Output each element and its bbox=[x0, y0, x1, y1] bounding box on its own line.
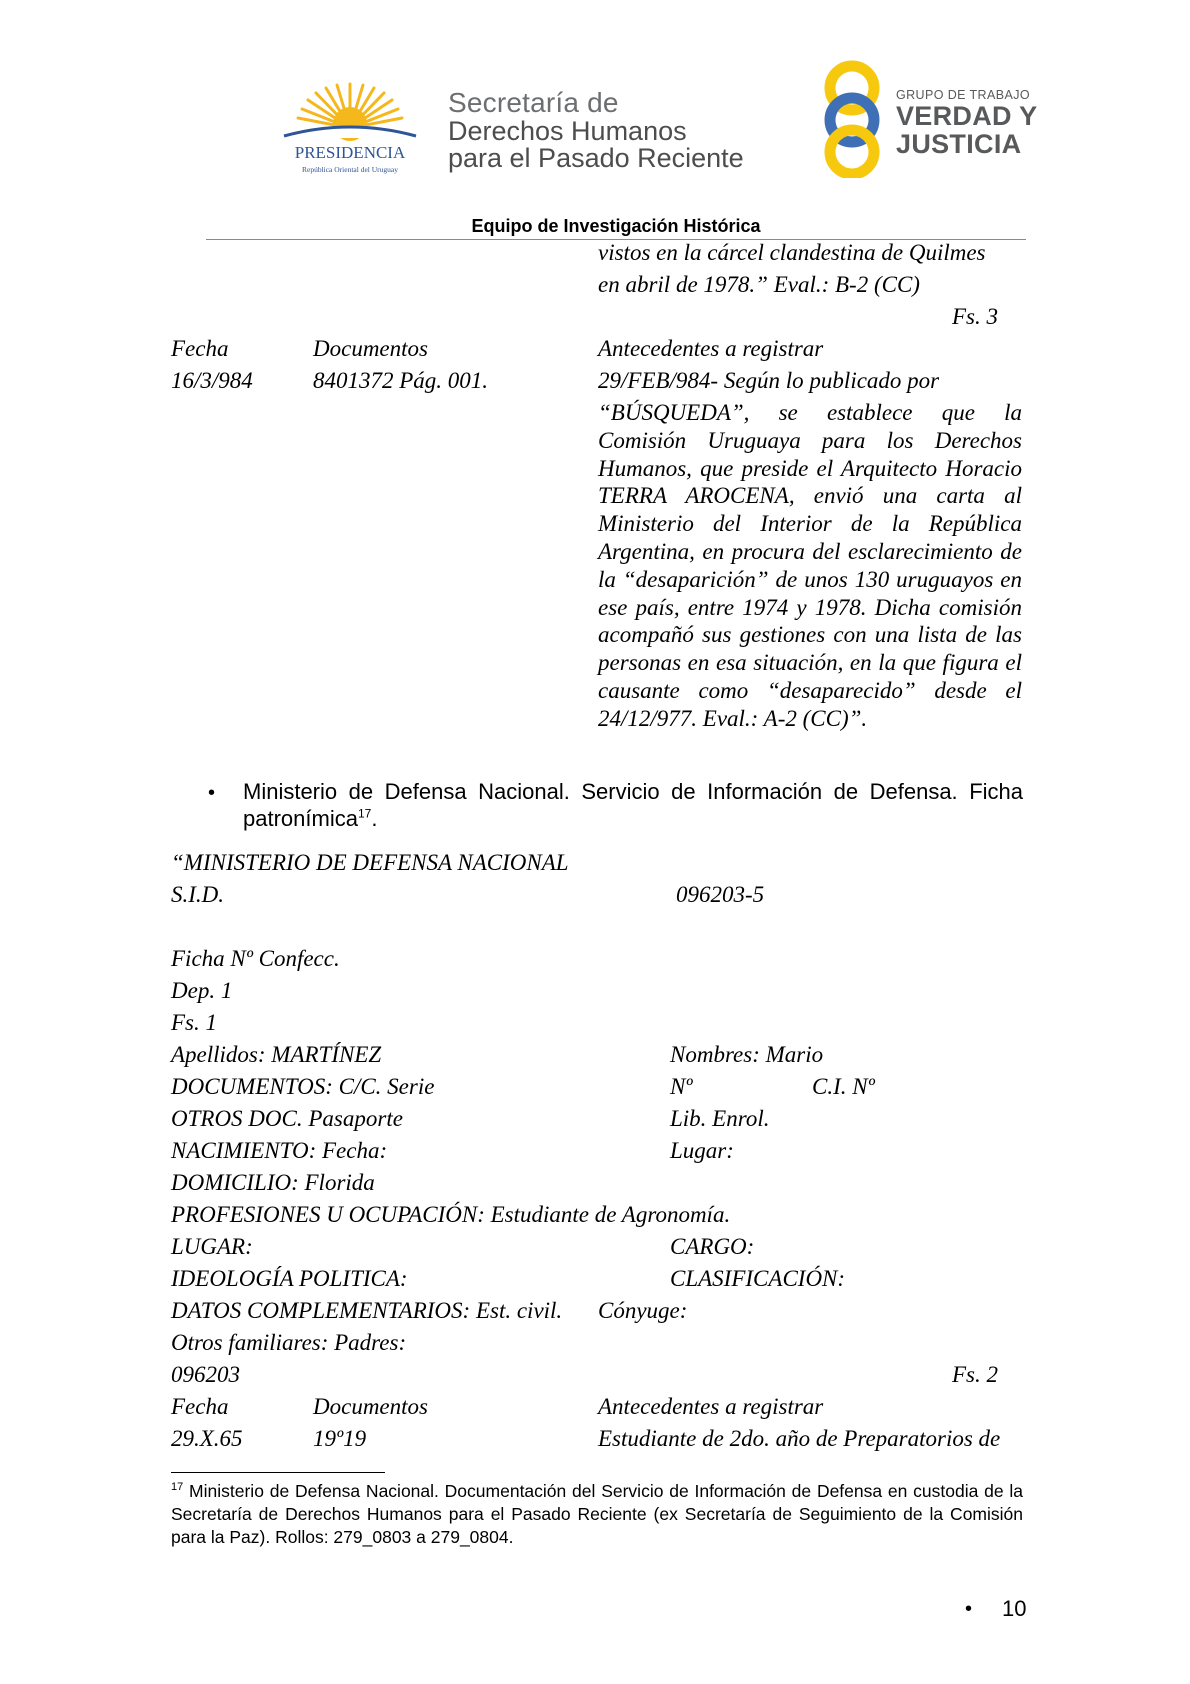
t2-header-documentos: Documentos bbox=[313, 1394, 428, 1419]
bullet-icon: • bbox=[208, 782, 216, 804]
cont-line1: vistos en la cárcel clandestina de Quilmes bbox=[598, 240, 986, 265]
ficha-fs2: Fs. 2 bbox=[952, 1362, 998, 1387]
ficha-cargo: CARGO: bbox=[670, 1234, 755, 1259]
bullet-text: Ministerio de Defensa Nacional. Servicio de Información de Defensa. Ficha patronímica bbox=[243, 779, 1023, 831]
footnote-ref[interactable]: 17 bbox=[357, 806, 372, 821]
t1-documento: 8401372 Pág. 001. bbox=[313, 368, 489, 393]
ficha-conyuge: Cónyuge: bbox=[598, 1298, 688, 1323]
t1-first-line: 29/FEB/984- Según lo publicado por bbox=[598, 368, 940, 393]
gtvj-logo-text bbox=[896, 88, 1037, 158]
ficha-sid: S.I.D. bbox=[171, 882, 225, 907]
ficha-lugar: LUGAR: bbox=[171, 1234, 253, 1259]
ficha-profesiones: PROFESIONES U OCUPACIÓN: Estudiante de Agronomía. bbox=[171, 1202, 731, 1227]
ficha-domicilio: DOMICILIO: Florida bbox=[171, 1170, 375, 1195]
ficha-documentos: DOCUMENTOS: C/C. Serie bbox=[171, 1074, 435, 1099]
gtvj-line1: GRUPO DE TRABAJO bbox=[896, 88, 1030, 102]
cont-line2: en abril de 1978.” Eval.: B-2 (CC) bbox=[598, 272, 920, 297]
footnote-number: 17 bbox=[171, 1481, 184, 1494]
page-bullet-icon: • bbox=[965, 1598, 973, 1620]
ficha-no: Nº bbox=[670, 1074, 693, 1099]
ficha-otros-familiares: Otros familiares: Padres: bbox=[171, 1330, 407, 1355]
bullet-item bbox=[243, 778, 1023, 832]
ficha-otros-doc: OTROS DOC. Pasaporte bbox=[171, 1106, 403, 1131]
t2-antecedente: Estudiante de 2do. año de Preparatorios de bbox=[598, 1426, 1001, 1451]
t1-header-documentos: Documentos bbox=[313, 336, 428, 361]
presidencia-subtitle: República Oriental del Uruguay bbox=[301, 165, 399, 174]
sun-icon bbox=[290, 84, 410, 141]
secretaria-line3: para el Pasado Reciente bbox=[448, 143, 744, 173]
t2-fecha: 29.X.65 bbox=[171, 1426, 243, 1451]
gtvj-line3: JUSTICIA bbox=[896, 129, 1022, 159]
ficha-lib-enrol: Lib. Enrol. bbox=[670, 1106, 770, 1131]
bullet-end: . bbox=[371, 806, 378, 831]
ficha-nombres: Nombres: Mario bbox=[670, 1042, 824, 1067]
t2-header-antecedentes: Antecedentes a registrar bbox=[598, 1394, 824, 1419]
ficha-ideologia: IDEOLOGÍA POLITICA: bbox=[171, 1266, 408, 1291]
ficha-confecc: Ficha Nº Confecc. bbox=[171, 946, 340, 971]
t1-fecha: 16/3/984 bbox=[171, 368, 253, 393]
secretaria-logo bbox=[448, 88, 744, 172]
page-number: 10 bbox=[1002, 1596, 1027, 1621]
t1-paragraph: “BÚSQUEDA”, se establece que la Comisión Uruguaya para los Derechos Humanos, que preside el Arquitecto Horacio TERRA AROCENA, envió una carta al Ministerio del Interior de la República Argentina, en procura del esclarecimiento de la “desaparición” de unos 130 uruguayos en ese país, entre 1974 y 1978. Dicha comisión acompañó sus gestiones con una lista de las personas en esa situación, en la que figura el causante como “desaparecido” desde el 24/12/977. Eval.: A-2 (CC)”. bbox=[598, 400, 1022, 731]
ficha-apellidos: Apellidos: MARTÍNEZ bbox=[171, 1042, 382, 1067]
t2-documento: 19º19 bbox=[313, 1426, 367, 1451]
presidencia-sun-logo bbox=[270, 78, 430, 182]
t1-header-fecha: Fecha bbox=[171, 336, 229, 361]
footnote-text: Ministerio de Defensa Nacional. Documentación del Servicio de Información de Defensa en custodia de la Secretaría de Derechos Humanos para el Pasado Reciente (ex Secretaría de Seguimiento de la Comisión para la Paz). Rollos: 279_0803 a 279_0804. bbox=[171, 1481, 1023, 1547]
footnote bbox=[171, 1480, 1023, 1549]
ficha-dep: Dep. 1 bbox=[171, 978, 233, 1003]
ficha-numero: 096203-5 bbox=[676, 882, 765, 907]
ficha-ministerio: “MINISTERIO DE DEFENSA NACIONAL bbox=[171, 850, 569, 875]
ficha-clasificacion: CLASIFICACIÓN: bbox=[670, 1266, 846, 1291]
presidencia-title: PRESIDENCIA bbox=[294, 143, 406, 162]
ficha-ci: C.I. Nº bbox=[812, 1074, 875, 1099]
t1-header-antecedentes: Antecedentes a registrar bbox=[598, 336, 824, 361]
header-equipo: Equipo de Investigación Histórica bbox=[471, 216, 761, 236]
ficha-num2: 096203 bbox=[171, 1362, 240, 1387]
secretaria-line2: Derechos Humanos bbox=[448, 116, 687, 146]
cont-fs3: Fs. 3 bbox=[952, 304, 998, 329]
t2-header-fecha: Fecha bbox=[171, 1394, 229, 1419]
ficha-lugar-nac: Lugar: bbox=[670, 1138, 734, 1163]
gtvj-line2: VERDAD Y bbox=[896, 101, 1038, 131]
ficha-nacimiento: NACIMIENTO: Fecha: bbox=[171, 1138, 388, 1163]
ficha-fs1: Fs. 1 bbox=[171, 1010, 217, 1035]
footnote-divider bbox=[171, 1472, 385, 1473]
secretaria-line1: Secretaría de bbox=[448, 87, 619, 118]
ficha-datos: DATOS COMPLEMENTARIOS: Est. civil. bbox=[171, 1298, 563, 1323]
